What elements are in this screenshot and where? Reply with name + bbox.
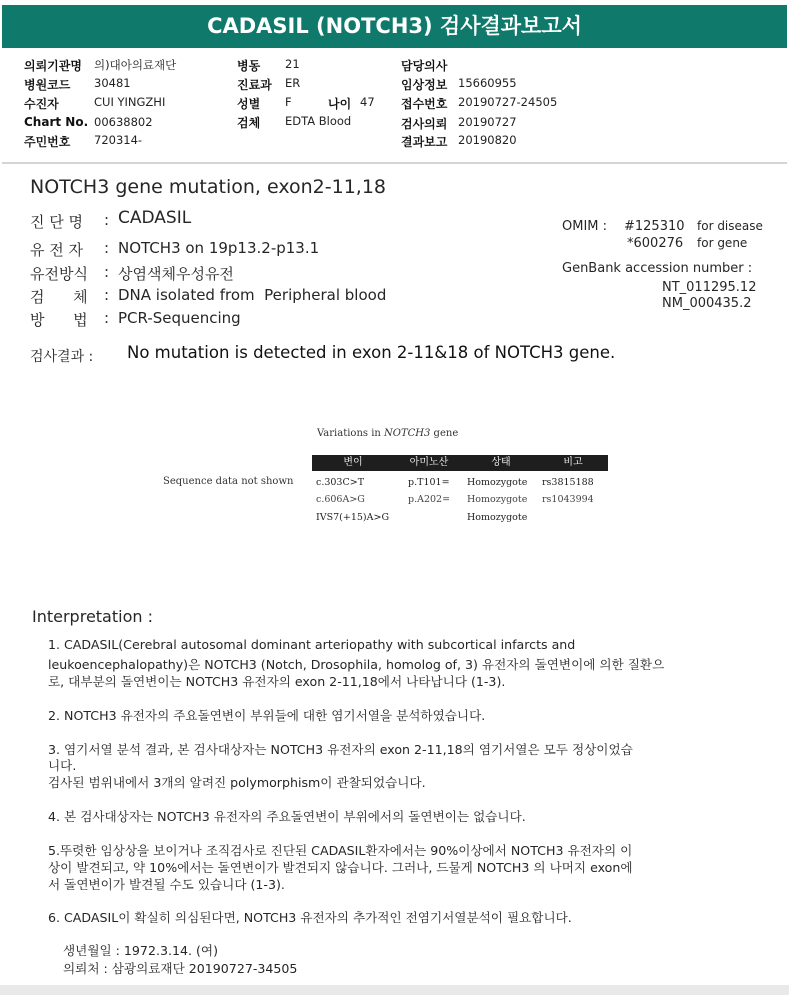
table-cell: Homozygote: [467, 477, 528, 488]
value-receipt-no: 20190727-24505: [458, 95, 558, 109]
field-label-diagnosis: 진 단 명: [30, 213, 84, 231]
value-result-report: 20190820: [458, 133, 517, 147]
value-institution: 의)대아의료재단: [94, 58, 177, 72]
label-chart-no: Chart No.: [24, 115, 89, 129]
table-cell: p.A202=: [408, 494, 451, 505]
value-department: ER: [285, 76, 301, 90]
interpretation-line: 3. 염기서열 분석 결과, 본 검사대상자는 NOTCH3 유전자의 exon 2-11,18의 염기서열은 모두 정상이었습: [48, 742, 633, 757]
omim-gene-id: *600276: [627, 236, 684, 251]
value-resident-no: 720314-: [94, 133, 143, 147]
label-sex: 성별: [237, 97, 261, 111]
label-ward: 병동: [237, 59, 261, 73]
label-resident-no: 주민번호: [24, 135, 71, 149]
value-chart-no: 00638802: [94, 115, 153, 129]
field-colon: :: [104, 286, 110, 304]
requester: 의뢰처 : 삼광의료재단 20190727-34505: [63, 961, 298, 976]
value-test-request: 20190727: [458, 115, 517, 129]
table-header-status: 상태: [464, 455, 538, 471]
table-cell: p.T101=: [408, 477, 450, 488]
table-cell: Homozygote: [467, 512, 528, 523]
result-text: No mutation is detected in exon 2-11&18 of NOTCH3 gene.: [127, 343, 616, 362]
variations-caption: [317, 428, 458, 439]
table-cell: IVS7(+15)A>G: [316, 512, 390, 523]
label-institution: 의뢰기관명: [24, 59, 82, 73]
sequence-note: Sequence data not shown: [163, 476, 294, 487]
page-bottom-edge: [0, 985, 789, 995]
field-colon: :: [104, 263, 110, 281]
patient-info-panel: [2, 49, 787, 164]
result-label: 검사결과 :: [30, 349, 94, 365]
table-cell: rs1043994: [542, 494, 594, 505]
value-hospital-code: 30481: [94, 76, 131, 90]
field-label-inheritance: 유전방식: [30, 265, 88, 283]
caption-prefix: Variations in: [317, 428, 385, 439]
genbank-id-1: NT_011295.12: [662, 280, 757, 295]
caption-suffix: gene: [430, 428, 459, 439]
genbank-label: GenBank accession number :: [562, 261, 753, 276]
interpretation-heading: Interpretation :: [32, 607, 153, 626]
table-header-variant: 변이: [312, 455, 394, 471]
omim-label: OMIM :: [562, 219, 608, 234]
table-header-amino-acid: 아미노산: [394, 455, 464, 471]
field-value-specimen: DNA isolated from Peripheral blood: [118, 286, 387, 304]
report-title: CADASIL (NOTCH3) 검사결과보고서: [207, 14, 582, 38]
interpretation-line: 2. NOTCH3 유전자의 주요돌연변이 부위들에 대한 염기서열을 분석하였습니다.: [48, 708, 486, 723]
interpretation-line: 상이 발견되고, 약 10%에서는 돌연변이가 발견되지 않습니다. 그러나, 드물게 NOTCH3 의 나머지 exon에: [48, 860, 633, 875]
interpretation-line: 4. 본 검사대상자는 NOTCH3 유전자의 주요돌연변이 부위에서의 돌연변이는 없습니다.: [48, 809, 526, 824]
label-hospital-code: 병원코드: [24, 78, 71, 92]
label-result-report: 결과보고: [401, 135, 448, 149]
value-clinical-info: 15660955: [458, 76, 517, 90]
interpretation-line: 로, 대부분의 돌연변이는 NOTCH3 유전자의 exon 2-11,18에서 나타납니다 (1-3).: [48, 674, 506, 689]
caption-gene: NOTCH3: [384, 428, 431, 439]
interpretation-line: 6. CADASIL이 확실히 의심된다면, NOTCH3 유전자의 추가적인 전염기서열분석이 필요합니다.: [48, 910, 572, 925]
value-ward: 21: [285, 57, 300, 71]
report-title-banner: [2, 5, 787, 48]
omim-disease-id: #125310: [624, 219, 685, 234]
field-colon: :: [104, 211, 110, 229]
omim-gene-note: for gene: [697, 236, 748, 250]
label-department: 진료과: [237, 78, 272, 92]
label-doctor: 담당의사: [401, 59, 448, 73]
omim-disease-note: for disease: [697, 219, 763, 233]
label-test-request: 검사의뢰: [401, 117, 448, 131]
table-header-note: 비고: [538, 455, 608, 471]
field-value-method: PCR-Sequencing: [118, 309, 241, 327]
label-age: 나이: [328, 97, 352, 111]
label-specimen: 검체: [237, 116, 261, 130]
label-clinical-info: 임상정보: [401, 78, 448, 92]
interpretation-line: 검사된 범위내에서 3개의 알려진 polymorphism이 관찰되었습니다.: [48, 775, 426, 790]
report-subtitle: NOTCH3 gene mutation, exon2-11,18: [30, 176, 386, 198]
field-value-inheritance: 상염색체우성유전: [118, 265, 234, 283]
birth-date: 생년월일 : 1972.3.14. (여): [63, 943, 219, 958]
interpretation-line: 니다.: [48, 758, 77, 773]
value-patient: CUI YINGZHI: [94, 95, 166, 109]
field-label-method: 방 법: [30, 311, 88, 329]
field-label-specimen: 검 체: [30, 288, 88, 306]
table-cell: c.606A>G: [316, 494, 365, 505]
table-cell: c.303C>T: [316, 477, 365, 488]
field-colon: :: [104, 239, 110, 257]
label-patient: 수진자: [24, 97, 59, 111]
label-receipt-no: 접수번호: [401, 97, 448, 111]
interpretation-line: 1. CADASIL(Cerebral autosomal dominant arteriopathy with subcortical infarcts and: [48, 637, 576, 652]
field-value-gene: NOTCH3 on 19p13.2-p13.1: [118, 239, 320, 257]
genbank-id-2: NM_000435.2: [662, 296, 752, 311]
interpretation-line: 5.뚜렷한 임상상을 보이거나 조직검사로 진단된 CADASIL환자에서는 90%이상에서 NOTCH3 유전자의 이: [48, 843, 633, 858]
value-age: 47: [360, 95, 375, 109]
field-label-gene: 유 전 자: [30, 241, 84, 259]
table-cell: rs3815188: [542, 477, 594, 488]
interpretation-line: 서 돌연변이가 발견될 수도 있습니다 (1-3).: [48, 877, 285, 892]
field-value-diagnosis: CADASIL: [118, 208, 192, 228]
table-cell: Homozygote: [467, 494, 528, 505]
value-sex: F: [285, 95, 292, 109]
interpretation-line: leukoencephalopathy)은 NOTCH3 (Notch, Drosophila, homolog of, 3) 유전자의 돌연변이에 의한 질환으: [48, 657, 665, 672]
value-specimen: EDTA Blood: [285, 114, 352, 128]
field-colon: :: [104, 309, 110, 327]
